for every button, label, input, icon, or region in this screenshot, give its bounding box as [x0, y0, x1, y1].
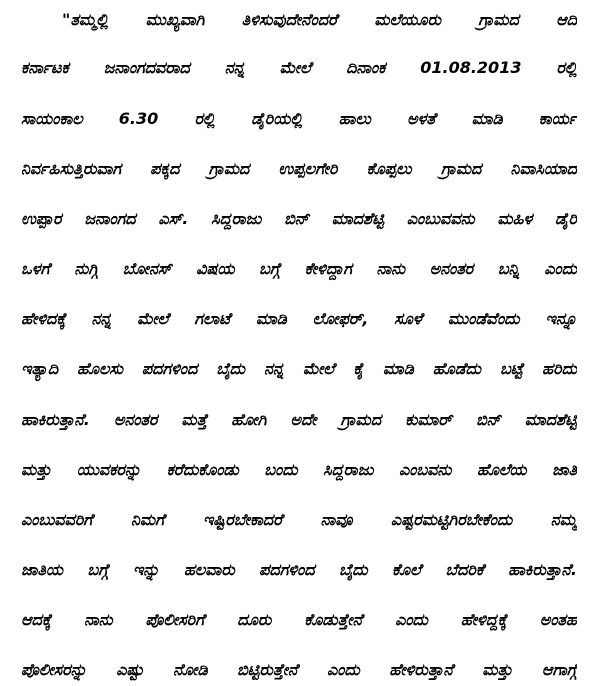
text-line-1: "ತಮ್ಮಲ್ಲಿ ಮುಖ್ಯವಾಗಿ ತಿಳಿಸುವುದೇನೆಂದರೆ ಮಲೆಯೂರು ಗ್ರಾಮದ ಆದಿ [62, 10, 577, 29]
text-line-6: ಒಳಗೆ ನುಗ್ಗಿ ಬೋನಸ್ ವಿಷಯ ಬಗ್ಗೆ ಕೇಳಿದ್ದಾಗ ನಾನು ಅನಂತರ ಬನ್ನಿ ಎಂದು [21, 259, 577, 278]
text-line-10: ಮತ್ತು ಯುವಕರನ್ನು ಕರೆದುಕೊಂಡು ಬಂದು ಸಿದ್ದರಾಜು ಎಂಬವನು ಹೊಲೆಯ ಜಾತಿ [21, 460, 577, 479]
text-line-12: ಜಾತಿಯ ಬಗ್ಗೆ ಇನ್ನು ಹಲವಾರು ಪದಗಳಿಂದ ಬೈದು ಕೊಲೆ ಬೆದರಿಕೆ ಹಾಕಿರುತ್ತಾನೆ. [21, 560, 577, 579]
text-line-14: ಪೊಲೀಸರನ್ನು ಎಷ್ಟು ನೋಡಿ ಬಿಟ್ಟಿರುತ್ತೇನೆ ಎಂದು ಹೇಳಿರುತ್ತಾನೆ ಮತ್ತು ಆಗಾಗ್ಗೆ [21, 660, 577, 679]
text-line-8: ಇತ್ಯಾದಿ ಹೊಲಸು ಪದಗಳಿಂದ ಬೈದು ನನ್ನ ಮೇಲೆ ಕೈ ಮಾಡಿ ಹೊಡೆದು ಬಟ್ಟೆ ಹರಿದು [21, 359, 577, 378]
text-line-2: ಕರ್ನಾಟಕ ಜನಾಂಗದವರಾದ ನನ್ನ ಮೇಲೆ ದಿನಾಂಕ 01.08.2013 ರಲ್ಲಿ [21, 58, 577, 77]
text-line-4: ನಿರ್ವಹಿಸುತ್ತಿರುವಾಗ ಪಕ್ಕದ ಗ್ರಾಮದ ಉಪ್ಪಲಗೇರಿ ಕೊಪ್ಪಲು ಗ್ರಾಮದ ನಿವಾಸಿಯಾದ [21, 159, 577, 178]
text-line-11: ಎಂಬುವವರಿಗೆ ನಿಮಗೆ ಇಷ್ಟಿರಬೇಕಾದರೆ ನಾವೂ ಎಷ್ಟರಮಟ್ಟಿಗಿರಬೇಕೆಂದು ನಮ್ಮ [21, 510, 577, 529]
text-line-9: ಹಾಕಿರುತ್ತಾನೆ. ಅನಂತರ ಮತ್ತೆ ಹೋಗಿ ಅದೇ ಗ್ರಾಮದ ಕುಮಾರ್ ಬಿನ್ ಮಾದಶೆಟ್ಟಿ [21, 410, 577, 429]
text-line-5: ಉಪ್ಪಾರ ಜನಾಂಗದ ಎಸ್. ಸಿದ್ದರಾಜು ಬಿನ್ ಮಾದಶೆಟ್ಟಿ ಎಂಬುವವನು ಮಹಿಳ ಡೈರಿ [21, 209, 577, 228]
text-line-13: ಆದಕ್ಕೆ ನಾನು ಪೊಲೀಸರಿಗೆ ದೂರು ಕೊಡುತ್ತೇನೆ ಎಂದು ಹೇಳಿದ್ದಕ್ಕೆ ಅಂತಹ [21, 610, 577, 629]
text-line-3: ಸಾಯಂಕಾಲ 6.30 ರಲ್ಲಿ ಡೈರಿಯಲ್ಲಿ ಹಾಲು ಅಳತೆ ಮಾಡಿ ಕಾರ್ಯ [21, 109, 577, 128]
text-line-7: ಹೇಳಿದಕ್ಕೆ ನನ್ನ ಮೇಲೆ ಗಲಾಟೆ ಮಾಡಿ ಲೋಫರ್, ಸೂಳೆ ಮುಂಡೆವೆಂದು ಇನ್ನೂ [21, 309, 577, 328]
